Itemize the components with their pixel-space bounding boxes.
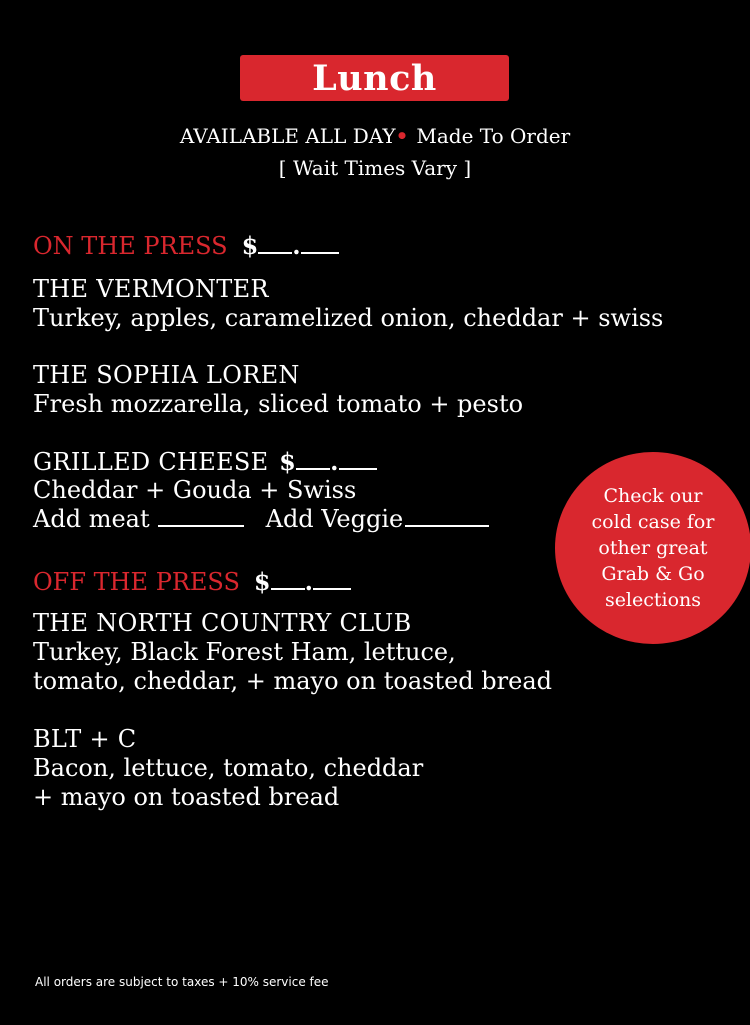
item-description-blt-c-2: + mayo on toasted bread	[33, 783, 340, 811]
grab-and-go-promo-badge	[555, 452, 750, 644]
separator-dot: •	[395, 124, 409, 148]
promo-line: cold case for	[591, 511, 715, 533]
price-blank: $ .	[254, 567, 351, 596]
item-name-vermonter: THE VERMONTER	[33, 275, 269, 303]
item-description-north-country-club-1: Turkey, Black Forest Ham, lettuce,	[33, 638, 456, 666]
title-banner	[240, 55, 509, 101]
service-fee-note: All orders are subject to taxes + 10% service fee	[35, 975, 329, 989]
addon-meat-label: Add meat	[33, 505, 150, 533]
section-heading-off-the-press	[33, 567, 351, 596]
price-blank: $ .	[242, 231, 339, 260]
promo-line: selections	[604, 589, 702, 611]
item-description-vermonter: Turkey, apples, caramelized onion, cheddar + swiss	[33, 304, 664, 332]
availability-text: AVAILABLE ALL DAY	[179, 124, 396, 148]
section-title: OFF THE PRESS	[33, 568, 240, 596]
addon-meat-blank	[158, 507, 244, 527]
promo-line: Grab & Go	[601, 563, 705, 585]
wait-times-note: [ Wait Times Vary ]	[278, 156, 472, 180]
addon-veggie-blank	[405, 507, 489, 527]
item-description-grilled-cheese: Cheddar + Gouda + Swiss	[33, 476, 357, 504]
item-description-sophia-loren: Fresh mozzarella, sliced tomato + pesto	[33, 390, 524, 418]
availability-line	[0, 124, 750, 148]
item-description-blt-c-1: Bacon, lettuce, tomato, cheddar	[33, 754, 424, 782]
promo-line: Check our	[603, 485, 703, 507]
item-name-sophia-loren: THE SOPHIA LOREN	[33, 361, 300, 389]
price-blank: $ .	[270, 447, 376, 476]
section-title: ON THE PRESS	[33, 232, 228, 260]
made-to-order-text: Made To Order	[416, 124, 571, 148]
grilled-cheese-addons	[33, 505, 489, 534]
item-name-text: GRILLED CHEESE	[33, 448, 269, 476]
item-name-north-country-club: THE NORTH COUNTRY CLUB	[33, 609, 412, 637]
promo-line: other great	[598, 537, 708, 559]
menu-title: Lunch	[312, 57, 437, 99]
item-description-north-country-club-2: tomato, cheddar, + mayo on toasted bread	[33, 667, 552, 695]
section-heading-on-the-press	[33, 231, 339, 260]
addon-veggie-label: Add Veggie	[265, 505, 404, 533]
item-name-blt-c: BLT + C	[33, 725, 137, 753]
item-name-grilled-cheese	[33, 447, 377, 477]
